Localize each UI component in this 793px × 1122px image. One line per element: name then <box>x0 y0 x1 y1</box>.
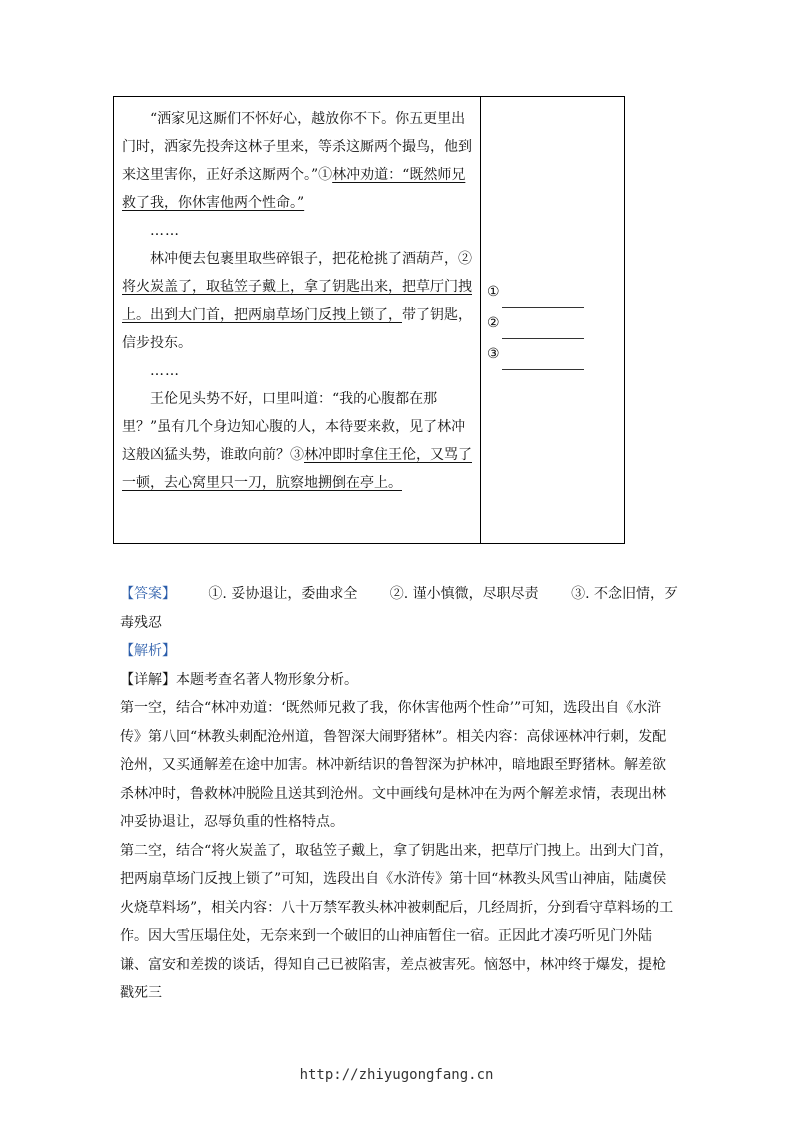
detail-line <box>120 666 678 695</box>
blank-number: ① <box>487 284 500 300</box>
detail-text: 本题考查名著人物形象分析。 <box>176 671 358 688</box>
passage-paragraph-3 <box>122 385 474 497</box>
answer-line <box>120 580 678 609</box>
blank-line[interactable] <box>502 320 584 339</box>
ellipsis: …… <box>150 363 180 379</box>
blank-number: ③ <box>487 346 500 362</box>
answer-tag: 【答案】 <box>120 586 176 602</box>
passage-cell <box>122 105 474 497</box>
passage-paragraph-1 <box>122 105 474 217</box>
blank-2 <box>487 308 584 339</box>
passage-text: 王伦见头势不好，口里叫道：“我的心腹都在那里？”虽有几个身边知心腹的人，本待要来救，见了林冲这般凶猛头势，谁敢向前？③ <box>122 391 466 463</box>
underlined-sentence-3: 林冲即时拿住王伦，又骂了一顿，去心窝里只一刀，肮察地搠倒在亭上。 <box>122 447 472 491</box>
column-divider <box>480 97 481 543</box>
blank-line[interactable] <box>502 289 584 308</box>
answer-item-1: ①. 妥协退让，委曲求全 <box>208 586 358 602</box>
ellipsis: …… <box>150 223 180 239</box>
answer-blanks-cell <box>487 277 584 370</box>
footer-url: http://zhiyugongfang.cn <box>299 1067 494 1083</box>
answer-item-2: ②. 谨小慎微，尽职尽责 <box>389 586 539 602</box>
passage-text: 林冲便去包裹里取些碎银子，把花枪挑了酒葫芦，② <box>150 251 472 267</box>
underlined-sentence-2: 将火炭盖了，取毡笠子戴上，拿了钥匙出来，把草厅门拽上。出到大门首，把两扇草场门反拽上锁了， <box>122 279 472 323</box>
passage-text: “洒家见这厮们不怀好心，越放你不下。你五更里出门时，洒家先投奔这林子里来，等杀这厮两个撮鸟，他到来这里害你，正好杀这厮两个。”① <box>122 111 472 183</box>
detail-tag: 【详解】 <box>120 671 176 688</box>
analysis-paragraph-2: 第二空，结合“将火炭盖了，取毡笠子戴上，拿了钥匙出来，把草厅门拽上。出到大门首，把两扇草场门反拽上锁了”可知，选段出自《水浒传》第十回“林教头风雪山神庙，陆虞侯火烧草料场”，相关内容：八十万禁军教头林冲被刺配后，几经周折，分到看守草料场的工作。因大雪压塌住处，无奈来到一个破旧的山神庙暂住一宿。正因此才凑巧听见门外陆谦、富安和差拨的谈话，得知自己已被陷害，差点被害死。恼怒中，林冲终于爆发，提枪戳死三 <box>120 842 674 1001</box>
answer-section <box>120 580 678 1008</box>
blank-number: ② <box>487 315 500 331</box>
blank-line[interactable] <box>502 351 584 370</box>
reading-table <box>113 96 625 544</box>
answer-item-3: ③. 不念旧情，歹 <box>571 586 678 602</box>
blank-1 <box>487 277 584 308</box>
analysis-paragraph-1: 第一空，结合“林冲劝道：‘既然师兄救了我，你休害他两个性命’”可知，选段出自《水浒传》第八回“林教头刺配沧州道，鲁智深大闹野猪林”。相关内容：高俅诬林冲行刺，发配沧州，又买通解差在途中加害。林冲新结识的鲁智深为护林冲，暗地跟至野猪林。解差欲杀林冲时，鲁救林冲脱险且送其到沧州。文中画线句是林冲在为两个解差求情，表现出林冲妥协退让，忍辱负重的性格特点。 <box>120 700 667 830</box>
passage-text: 带了钥匙，信步投东。 <box>122 307 472 351</box>
analysis-tag: 【解析】 <box>120 643 176 659</box>
blank-3 <box>487 339 584 370</box>
passage-paragraph-2 <box>122 245 474 357</box>
underlined-sentence-1: 林冲劝道：“既然师兄救了我，你休害他两个性命。” <box>122 167 466 211</box>
answer-continuation: 毒残忍 <box>120 614 162 631</box>
